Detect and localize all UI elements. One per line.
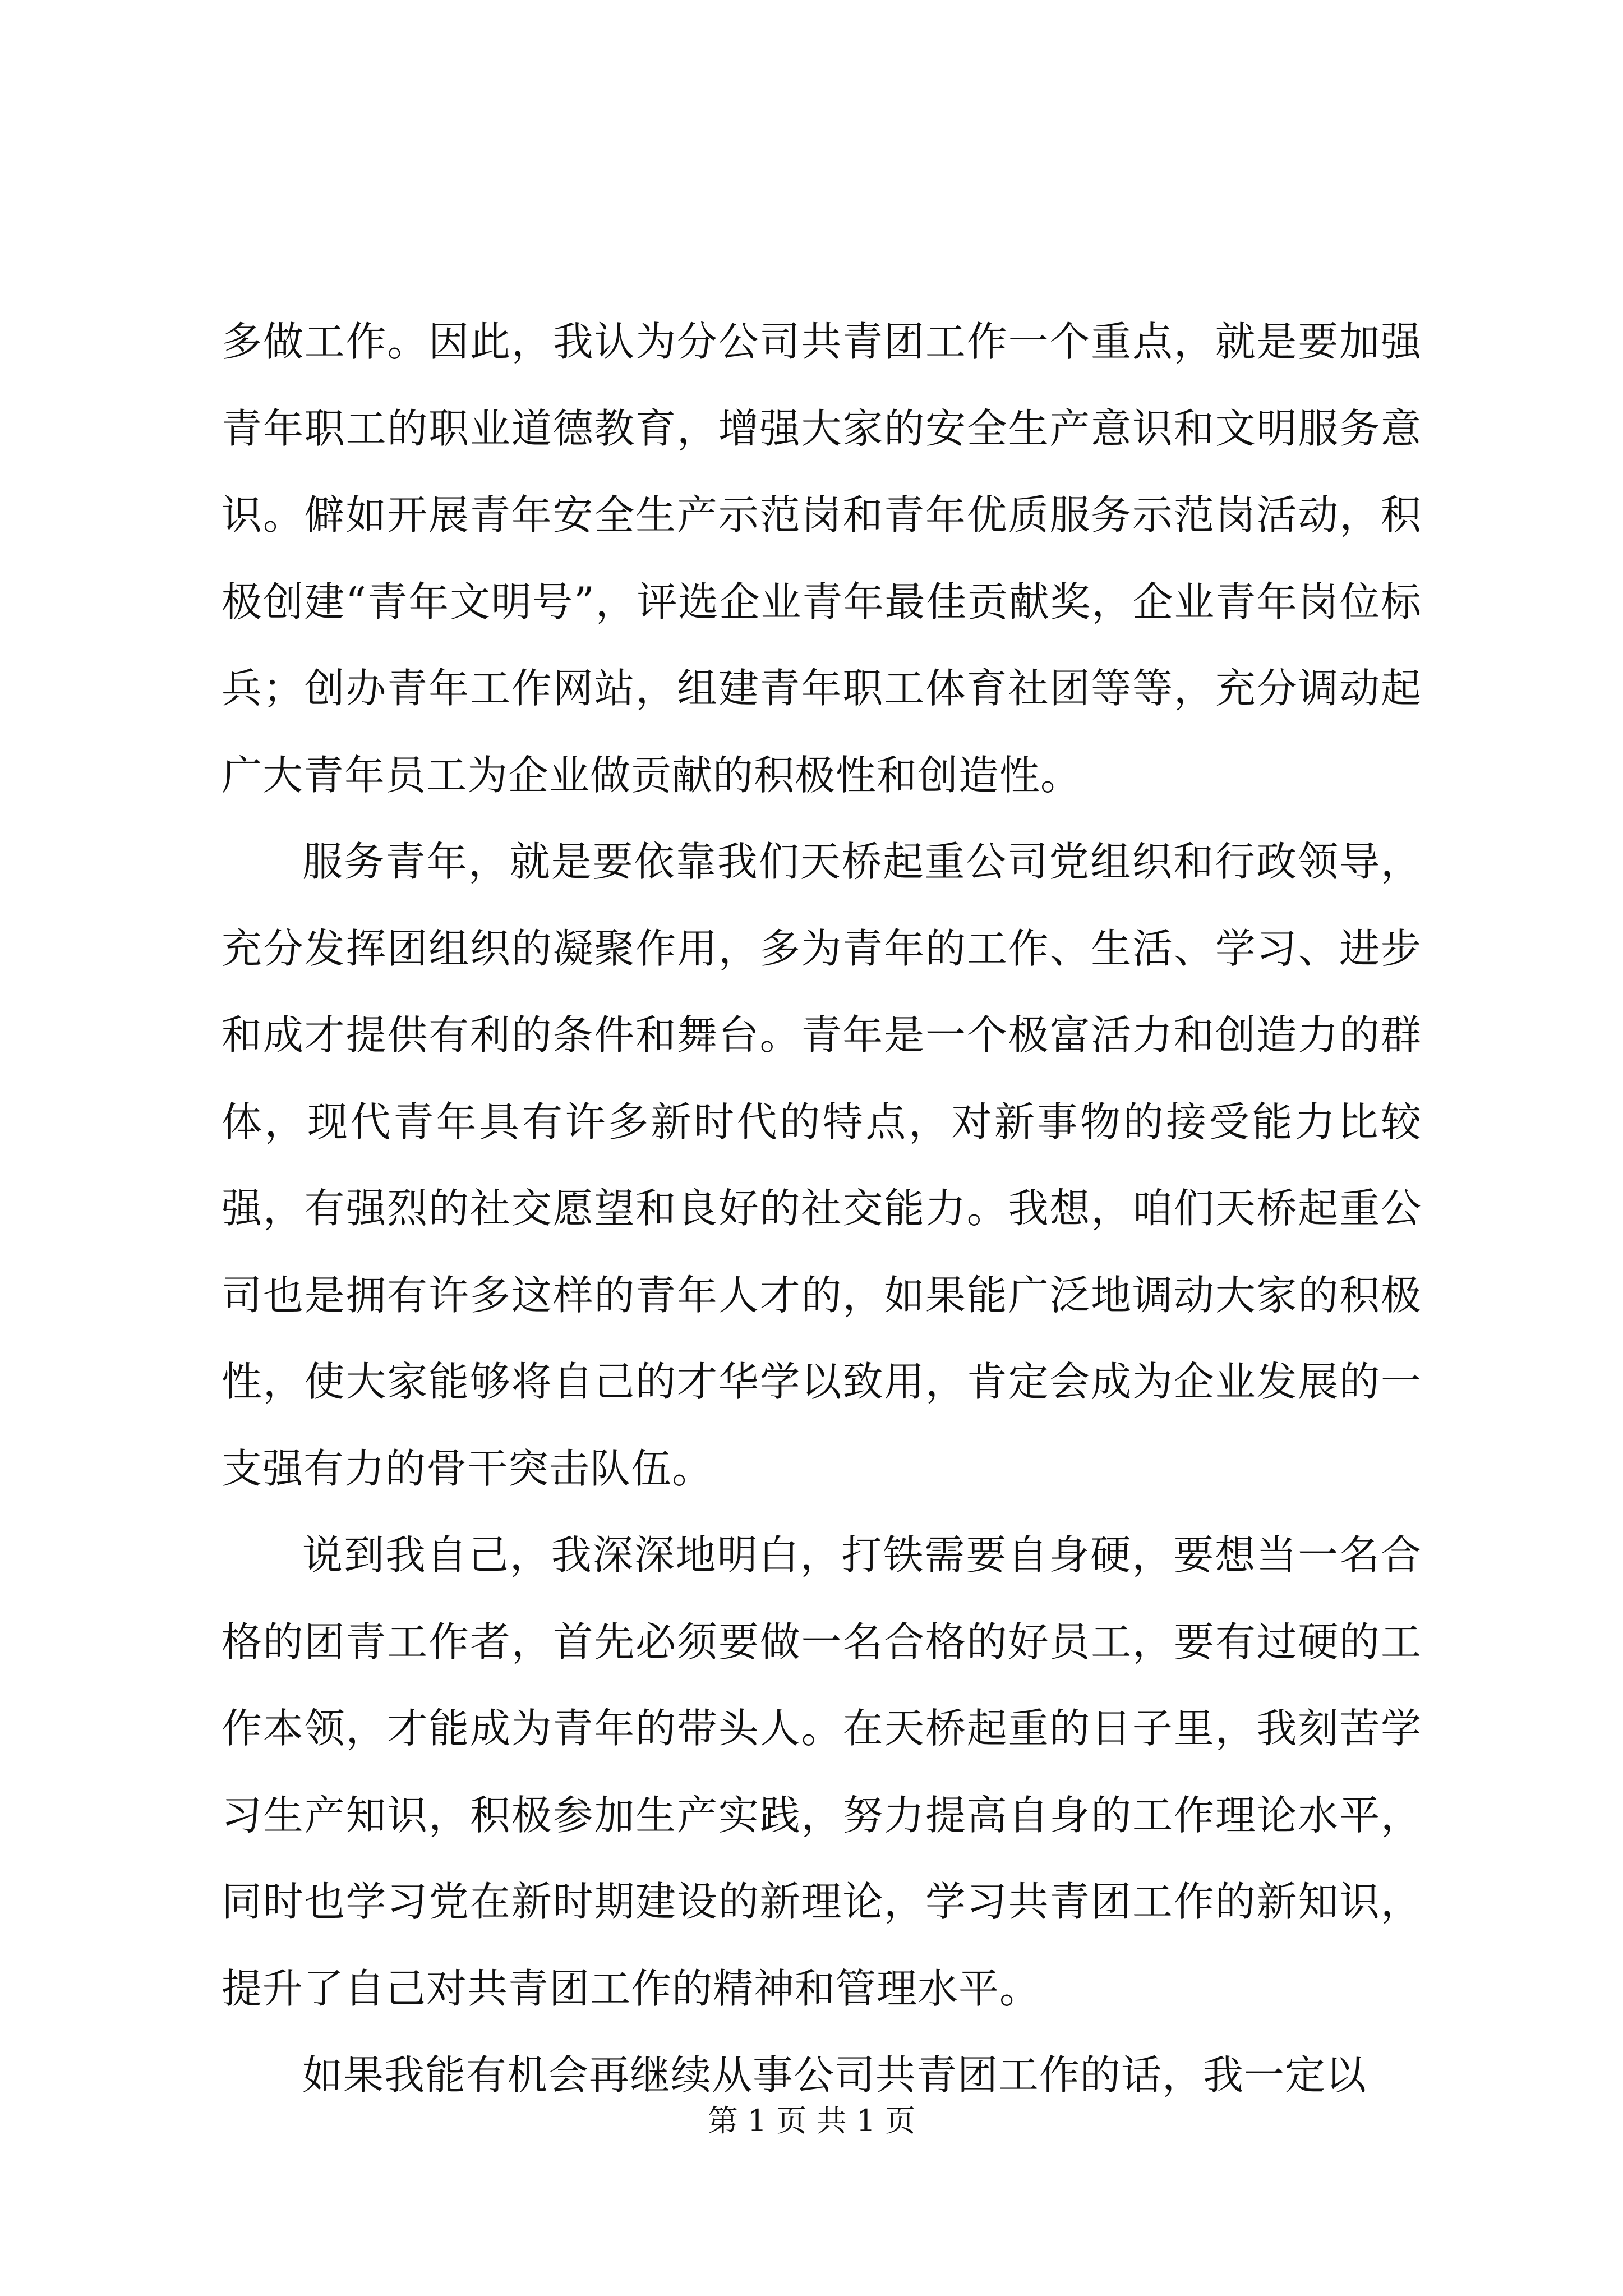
paragraph-3: 说到我自己，我深深地明白，打铁需要自身硬，要想当一名合格的团青工作者，首先必须要做一名合格的好员工，要有过硬的工作本领，才能成为青年的带头人。在天桥起重的日子里，我刻苦学习生产知识，积极参加生产实践，努力提高自身的工作理论水平，同时也学习党在新时期建设的新理论，学习共青团工作的新知识，提升了自己对共青团工作的精神和管理水平。	[222, 1531, 1422, 2012]
body-text	[222, 298, 1422, 2119]
page-footer: 第 1 页 共 1 页	[707, 2103, 916, 2138]
paragraph-2: 服务青年，就是要依靠我们天桥起重公司党组织和行政领导，充分发挥团组织的凝聚作用，多为青年的工作、生活、学习、进步和成才提供有利的条件和舞台。青年是一个极富活力和创造力的群体，现代青年具有许多新时代的特点，对新事物的接受能力比较强，有强烈的社交愿望和良好的社交能力。我想，咱们天桥起重公司也是拥有许多这样的青年人才的，如果能广泛地调动大家的积极性，使大家能够将自己的才华学以致用，肯定会成为企业发展的一支强有力的骨干突击队伍。	[222, 838, 1422, 1492]
paragraph-1: 多做工作。因此，我认为分公司共青团工作一个重点，就是要加强青年职工的职业道德教育，增强大家的安全生产意识和文明服务意识。僻如开展青年安全生产示范岗和青年优质服务示范岗活动，积极创建“青年文明号”，评选企业青年最佳贡献奖，企业青年岗位标兵；创办青年工作网站，组建青年职工体育社团等等，充分调动起广大青年员工为企业做贡献的积极性和创造性。	[222, 318, 1422, 799]
paragraph-4: 如果我能有机会再继续从事公司共青团工作的话，我一定以	[302, 2051, 1367, 2099]
